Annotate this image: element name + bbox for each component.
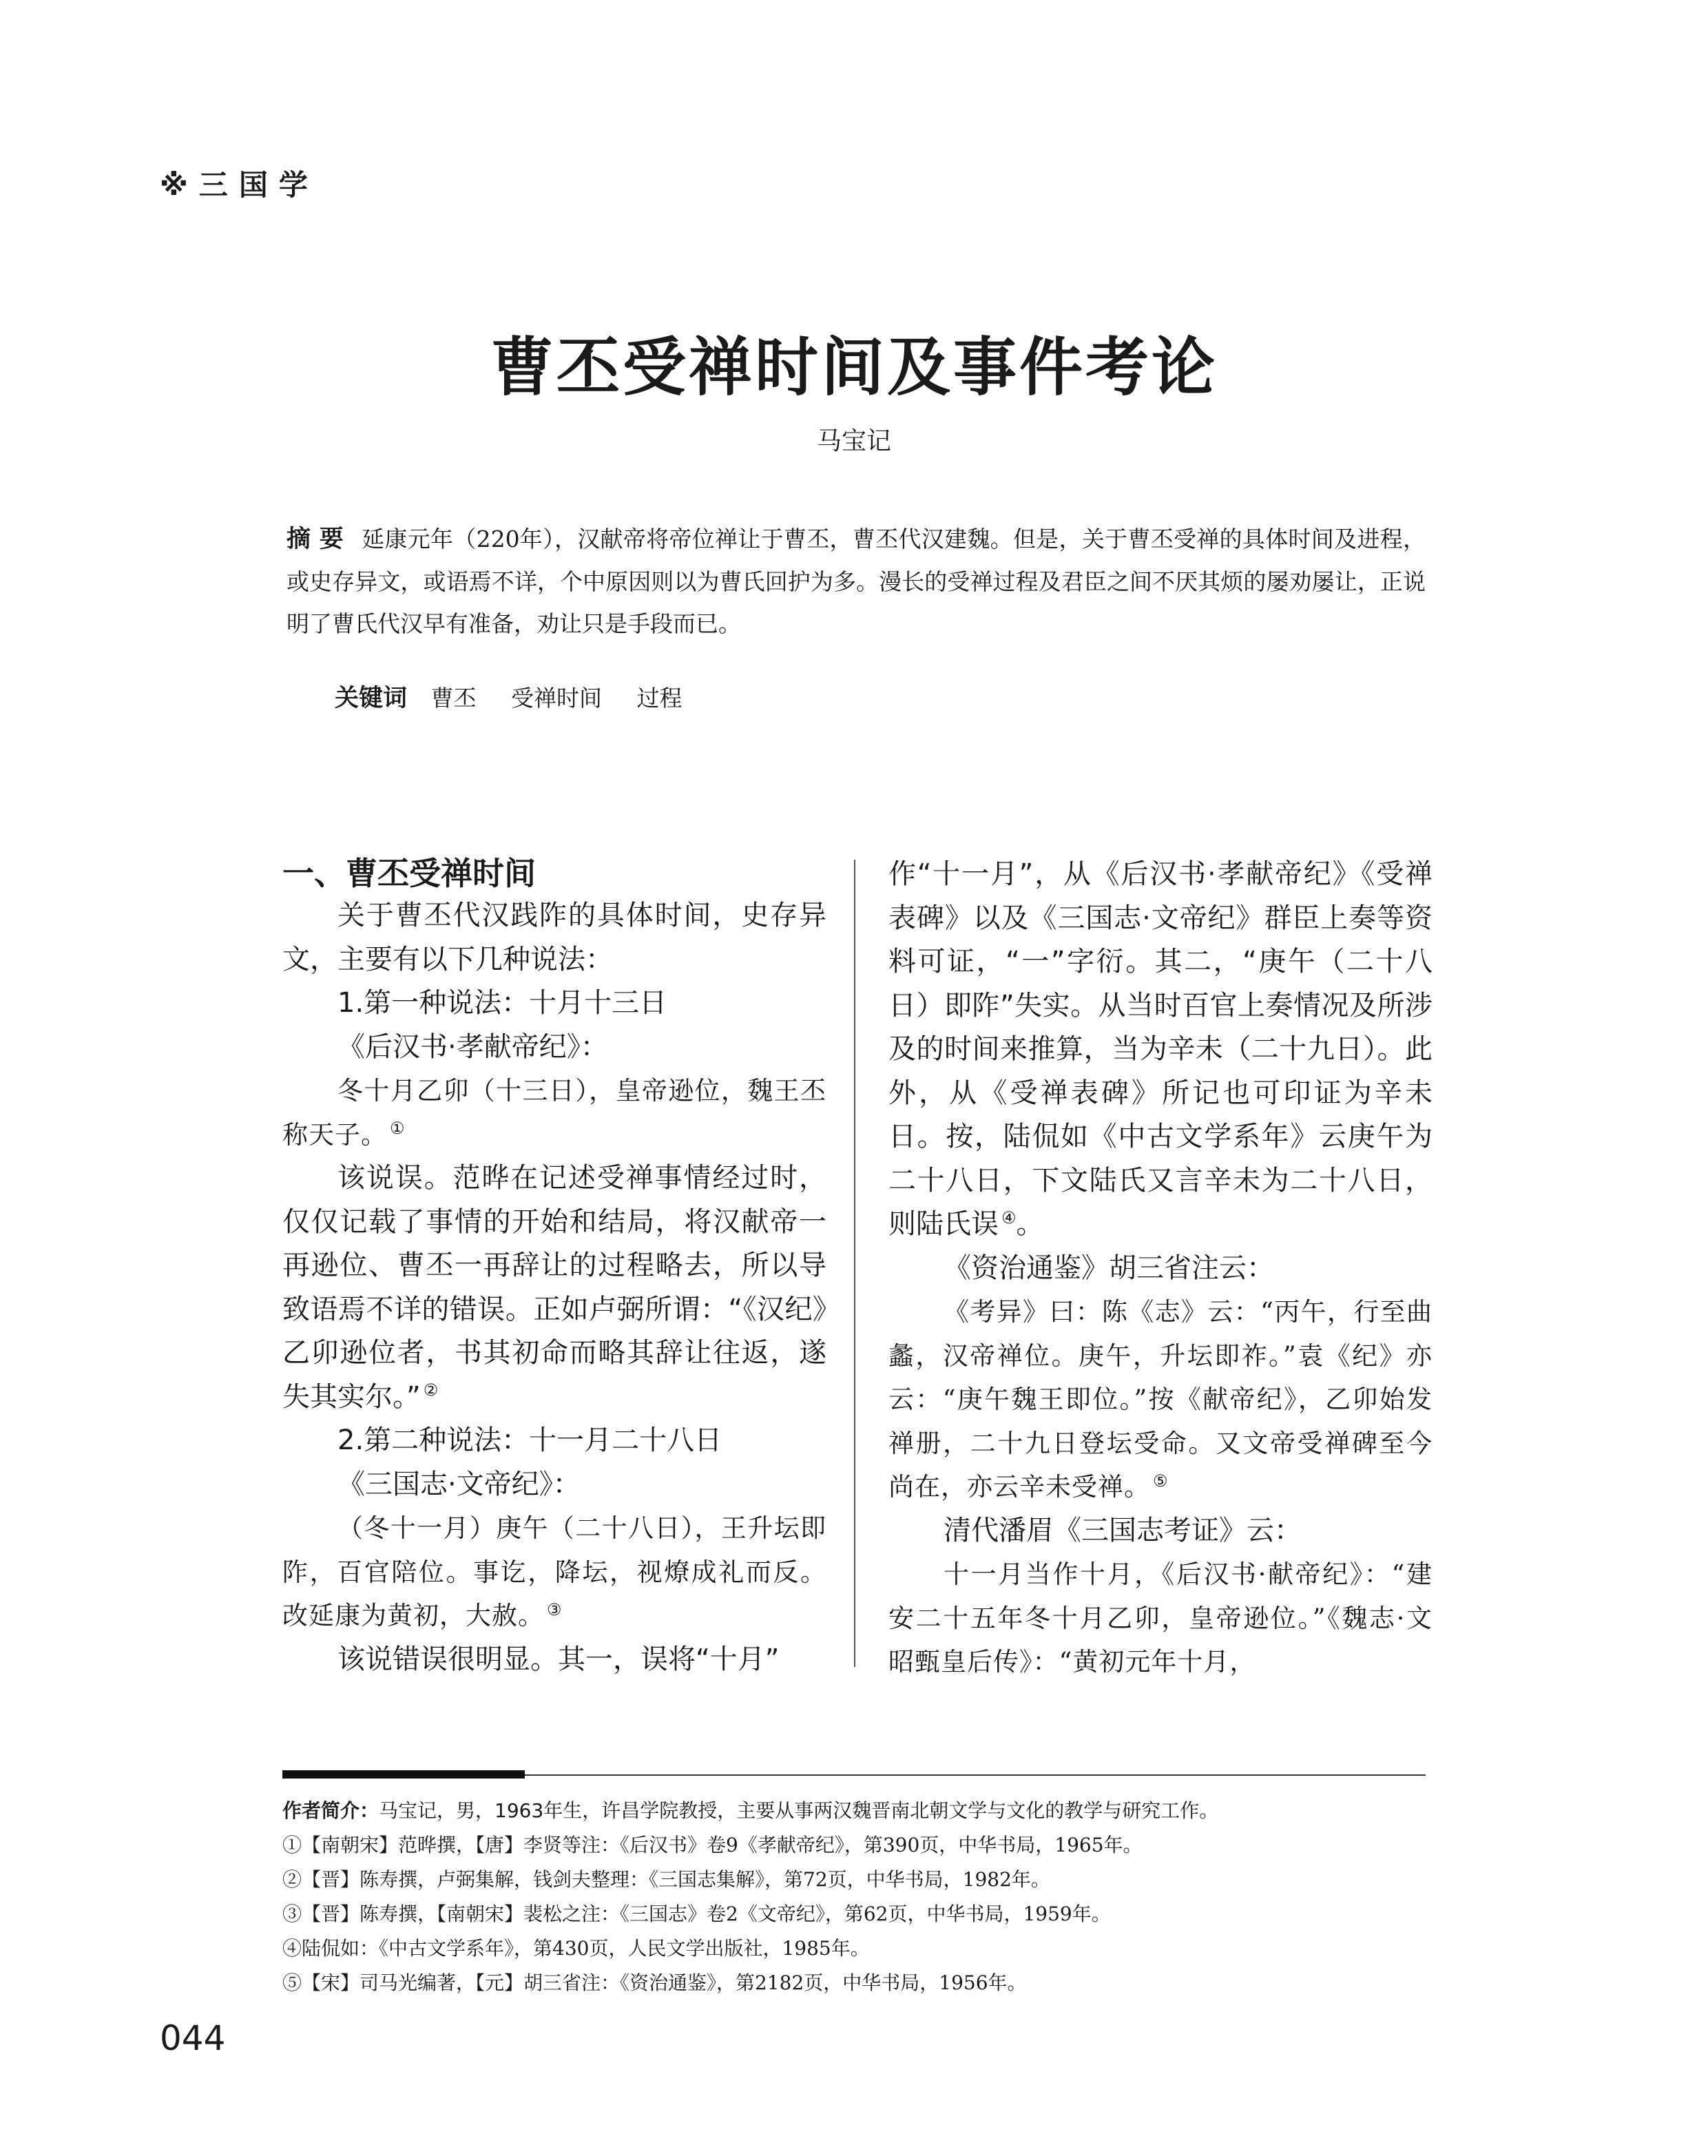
- reference-item: ④陆侃如：《中古文学系年》，第430页，人民文学出版社，1985年。: [282, 1937, 870, 1960]
- subsection-title: 2.第二种说法：十一月二十八日: [337, 1424, 722, 1456]
- abstract-label: 摘 要: [287, 526, 344, 553]
- paragraph: 关于曹丕代汉践阼的具体时间，史存异文，主要有以下几种说法：: [282, 900, 826, 975]
- footnotes: [282, 1794, 1426, 2000]
- footnote-rule-accent: [282, 1770, 525, 1779]
- column-divider: [854, 860, 855, 1667]
- block-quote: 《考异》曰：陈《志》云：“丙午，行至曲蠡，汉帝禅位。庚午，升坛即祚。”袁《纪》亦云：“庚午魏王即位。”按《献帝纪》，乙卯始发禅册，二十九日登坛受命。又文帝受禅碑至今尚在，亦云辛未受禅。 ⑤: [888, 1297, 1433, 1502]
- section-tag: ※三国学: [160, 168, 319, 202]
- abstract: [287, 518, 1426, 645]
- right-column: [888, 853, 1433, 1684]
- reference-item: ③【晋】陈寿撰，【南朝宋】裴松之注：《三国志》卷2《文帝纪》，第62页，中华书局，1959年。: [282, 1903, 1111, 1925]
- paragraph: 该说误。范晔在记述受禅事情经过时，仅仅记载了事情的开始和结局，将汉献帝一再逊位、曹丕一再辞让的过程略去，所以导致语焉不详的错误。正如卢弼所谓：“《汉纪》乙卯逊位者，书其初命而略其辞让往返，遂失其实尔。” ②: [282, 1162, 826, 1413]
- keyword: 过程: [636, 685, 683, 712]
- left-column: [282, 853, 826, 1681]
- author-bio-label: 作者简介：: [282, 1799, 379, 1822]
- keyword: 受禅时间: [511, 685, 603, 712]
- reference-item: ②【晋】陈寿撰，卢弼集解，钱剑夫整理：《三国志集解》，第72页，中华书局，1982年。: [282, 1868, 1050, 1891]
- keywords: [335, 679, 710, 714]
- footnote-marker[interactable]: ④: [1001, 1207, 1017, 1227]
- author-name: 马宝记: [816, 427, 891, 455]
- block-quote: （冬十一月）庚午（二十八日），王升坛即阼，百官陪位。事讫，降坛，视燎成礼而反。改延康为黄初，大赦。 ③: [282, 1513, 826, 1630]
- section-heading: 一、曹丕受禅时间: [282, 855, 536, 892]
- quote-source: 《后汉书·孝献帝纪》：: [337, 1030, 608, 1063]
- author-bio: [282, 1794, 1426, 1828]
- abstract-text: 延康元年（220年），汉献帝将帝位禅让于曹丕，曹丕代汉建魏。但是，关于曹丕受禅的具体时间及进程，或史存异文，或语焉不详，个中原因则以为曹氏回护为多。漫长的受禅过程及君臣之间不厌其烦的屡劝屡让，正说明了曹氏代汉早有准备，劝让只是手段而已。: [287, 526, 1426, 637]
- quote-source: 《资治通鉴》胡三省注云：: [944, 1252, 1274, 1284]
- footnote-marker[interactable]: ⑤: [1153, 1471, 1169, 1491]
- footnote-marker[interactable]: ①: [390, 1119, 406, 1139]
- footnote-marker[interactable]: ②: [423, 1380, 439, 1400]
- reference-item: ①【南朝宋】范晔撰，【唐】李贤等注：《后汉书》卷9《孝献帝纪》，第390页，中华书局，1965年。: [282, 1834, 1143, 1856]
- quote-source: 《三国志·文帝纪》：: [337, 1468, 581, 1500]
- reference-item: ⑤【宋】司马光编著，【元】胡三省注：《资治通鉴》，第2182页，中华书局，1956年。: [282, 1971, 1027, 1994]
- paragraph: 作“十一月”，从《后汉书·孝献帝纪》《受禅表碑》以及《三国志·文帝纪》群臣上奏等资料可证，“一”字衍。其二，“庚午（二十八日）即阼”失实。从当时百官上奏情况及所涉及的时间来推算，当为辛未（二十九日）。此外，从《受禅表碑》所记也可印证为辛未日。按，陆侃如《中古文学系年》云庚午为二十八日，下文陆氏又言辛未为二十八日，则陆氏误 ④。: [888, 858, 1433, 1240]
- paragraph: 该说错误很明显。其一，误将“十月”: [337, 1643, 780, 1675]
- footnote-marker[interactable]: ③: [547, 1599, 563, 1619]
- author-bio-text: 马宝记，男，1963年生，许昌学院教授，主要从事两汉魏晋南北朝文学与文化的教学与研究工作。: [379, 1799, 1219, 1822]
- page-number: 044: [160, 2018, 226, 2058]
- keyword: 曹丕: [430, 685, 477, 712]
- quote-source: 清代潘眉《三国志考证》云：: [944, 1514, 1302, 1546]
- block-quote: 十一月当作十月，《后汉书·献帝纪》：“建安二十五年冬十月乙卯，皇帝逊位。”《魏志·文昭甄皇后传》：“黄初元年十月，: [888, 1559, 1433, 1677]
- block-quote: 冬十月乙卯（十三日），皇帝逊位，魏王丕称天子。 ①: [282, 1076, 826, 1150]
- keywords-label: 关键词: [335, 685, 408, 712]
- article-title: 曹丕受禅时间及事件考论: [490, 330, 1218, 404]
- subsection-title: 1.第一种说法：十月十三日: [337, 987, 667, 1019]
